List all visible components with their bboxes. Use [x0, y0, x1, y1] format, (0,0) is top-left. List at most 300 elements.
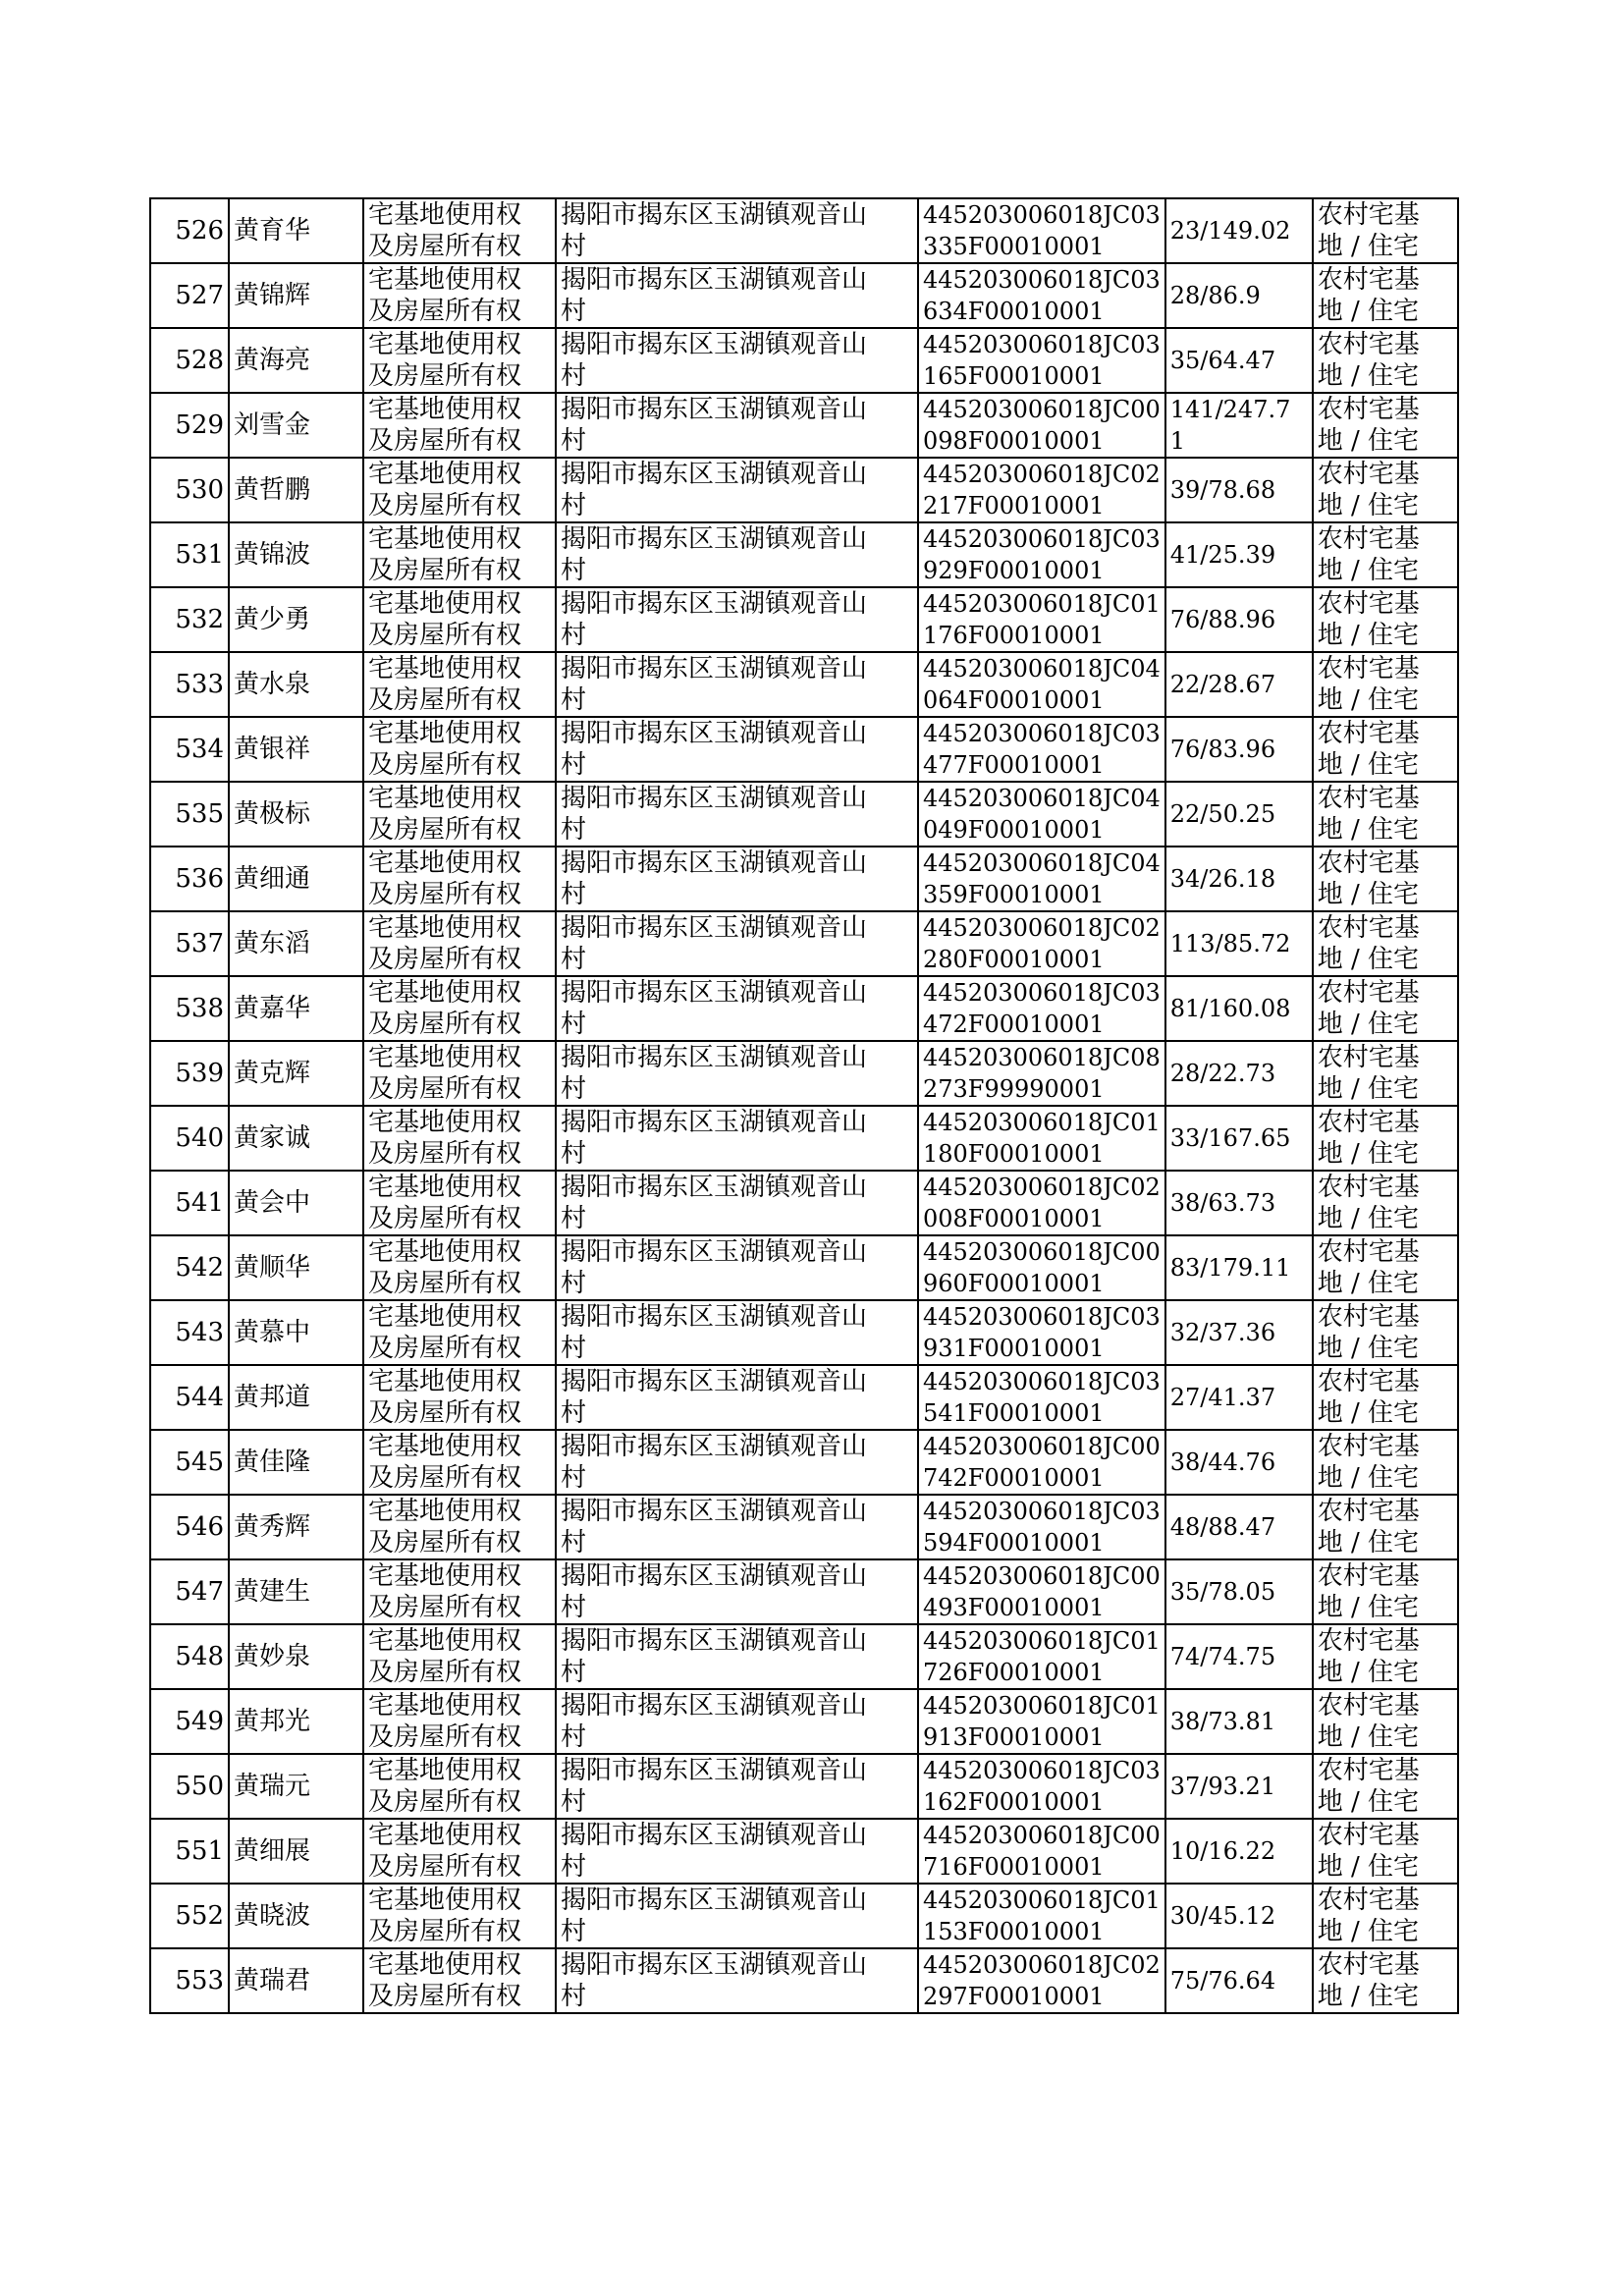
land-use-line2: 地 / 住宅 — [1317, 750, 1420, 780]
area-line1: 75/76.64 — [1169, 1967, 1276, 1994]
right-type — [363, 1300, 556, 1365]
unit-code-line1: 445203006018JC03 — [923, 525, 1161, 553]
unit-code-line1: 445203006018JC04 — [923, 785, 1161, 812]
land-use-line1: 农村宅基 — [1317, 1043, 1420, 1072]
unit-code — [918, 1884, 1165, 1948]
area-line1: 33/167.65 — [1169, 1124, 1291, 1152]
owner-name: 黄家诚 — [229, 1106, 363, 1171]
right-type — [363, 393, 556, 458]
location — [556, 458, 918, 522]
location-line2: 村 — [561, 1917, 587, 1946]
area-line1: 28/22.73 — [1169, 1060, 1276, 1087]
land-use-line2: 地 / 住宅 — [1317, 1787, 1420, 1817]
unit-code — [918, 911, 1165, 976]
unit-code — [918, 328, 1165, 393]
unit-code — [918, 1754, 1165, 1819]
table-row — [150, 1559, 1458, 1624]
land-use-line1: 农村宅基 — [1317, 1432, 1420, 1461]
row-number: 541 — [150, 1171, 229, 1235]
right-type-line2: 及房屋所有权 — [368, 1852, 522, 1882]
row-number: 528 — [150, 328, 229, 393]
row-number: 548 — [150, 1624, 229, 1689]
table-row — [150, 652, 1458, 717]
row-number: 539 — [150, 1041, 229, 1106]
location — [556, 1365, 918, 1430]
land-use — [1313, 263, 1458, 328]
right-type-line2: 及房屋所有权 — [368, 621, 522, 650]
owner-name: 黄海亮 — [229, 328, 363, 393]
location-line2: 村 — [561, 556, 587, 585]
right-type — [363, 1559, 556, 1624]
right-type-line1: 宅基地使用权 — [368, 200, 522, 230]
right-type-line2: 及房屋所有权 — [368, 945, 522, 974]
land-use-line2: 地 / 住宅 — [1317, 1398, 1420, 1428]
location-line2: 村 — [561, 1269, 587, 1298]
owner-name: 黄极标 — [229, 782, 363, 847]
right-type-line2: 及房屋所有权 — [368, 1917, 522, 1946]
table-row — [150, 1624, 1458, 1689]
location-line2: 村 — [561, 685, 587, 715]
owner-name: 黄细展 — [229, 1819, 363, 1884]
area — [1165, 976, 1313, 1041]
land-use-line1: 农村宅基 — [1317, 913, 1420, 943]
right-type-line1: 宅基地使用权 — [368, 784, 522, 813]
location-line2: 村 — [561, 491, 587, 520]
unit-code-line2: 153F00010001 — [923, 1918, 1105, 1945]
land-use-line2: 地 / 住宅 — [1317, 361, 1420, 391]
area — [1165, 458, 1313, 522]
land-use — [1313, 1106, 1458, 1171]
unit-code-line2: 273F99990001 — [923, 1075, 1105, 1103]
land-use — [1313, 1235, 1458, 1300]
land-use-line2: 地 / 住宅 — [1317, 1917, 1420, 1946]
location-line2: 村 — [561, 1852, 587, 1882]
location-line2: 村 — [561, 361, 587, 391]
area — [1165, 1819, 1313, 1884]
right-type — [363, 1948, 556, 2013]
unit-code-line1: 445203006018JC03 — [923, 1757, 1161, 1784]
location-line1: 揭阳市揭东区玉湖镇观音山 — [561, 913, 868, 943]
area-line1: 38/63.73 — [1169, 1189, 1276, 1217]
area — [1165, 1235, 1313, 1300]
land-use-line1: 农村宅基 — [1317, 1626, 1420, 1656]
table-row — [150, 1235, 1458, 1300]
unit-code — [918, 1819, 1165, 1884]
location — [556, 1754, 918, 1819]
unit-code-line1: 445203006018JC02 — [923, 914, 1161, 942]
location-line1: 揭阳市揭东区玉湖镇观音山 — [561, 1108, 868, 1137]
area-line1: 10/16.22 — [1169, 1837, 1276, 1865]
right-type — [363, 1754, 556, 1819]
row-number: 553 — [150, 1948, 229, 2013]
location — [556, 1430, 918, 1495]
land-use-line1: 农村宅基 — [1317, 1821, 1420, 1850]
row-number: 546 — [150, 1495, 229, 1559]
area — [1165, 652, 1313, 717]
area — [1165, 1171, 1313, 1235]
location — [556, 1106, 918, 1171]
area-line1: 83/179.11 — [1169, 1254, 1291, 1282]
location — [556, 1819, 918, 1884]
location — [556, 1495, 918, 1559]
unit-code — [918, 1171, 1165, 1235]
row-number: 549 — [150, 1689, 229, 1754]
right-type-line1: 宅基地使用权 — [368, 1885, 522, 1915]
area — [1165, 328, 1313, 393]
area-line1: 22/50.25 — [1169, 800, 1276, 828]
row-number: 533 — [150, 652, 229, 717]
unit-code-line1: 445203006018JC00 — [923, 1238, 1161, 1266]
location-line1: 揭阳市揭东区玉湖镇观音山 — [561, 1432, 868, 1461]
right-type-line1: 宅基地使用权 — [368, 1756, 522, 1785]
unit-code — [918, 1624, 1165, 1689]
unit-code-line2: 280F00010001 — [923, 946, 1105, 973]
location-line2: 村 — [561, 1398, 587, 1428]
unit-code — [918, 1106, 1165, 1171]
table-row — [150, 1689, 1458, 1754]
owner-name: 黄克辉 — [229, 1041, 363, 1106]
right-type — [363, 1365, 556, 1430]
location-line2: 村 — [561, 621, 587, 650]
location-line1: 揭阳市揭东区玉湖镇观音山 — [561, 1821, 868, 1850]
owner-name: 黄妙泉 — [229, 1624, 363, 1689]
land-use — [1313, 1559, 1458, 1624]
right-type-line1: 宅基地使用权 — [368, 913, 522, 943]
unit-code-line2: 297F00010001 — [923, 1983, 1105, 2010]
location-line2: 村 — [561, 880, 587, 909]
area-line1: 27/41.37 — [1169, 1384, 1276, 1411]
location — [556, 328, 918, 393]
right-type-line1: 宅基地使用权 — [368, 1950, 522, 1980]
unit-code-line2: 634F00010001 — [923, 298, 1105, 325]
location-line1: 揭阳市揭东区玉湖镇观音山 — [561, 1691, 868, 1721]
land-use-line2: 地 / 住宅 — [1317, 815, 1420, 845]
area-line1: 34/26.18 — [1169, 865, 1276, 893]
land-use-line1: 农村宅基 — [1317, 1367, 1420, 1396]
unit-code — [918, 393, 1165, 458]
owner-name: 黄顺华 — [229, 1235, 363, 1300]
land-use-line1: 农村宅基 — [1317, 460, 1420, 489]
area — [1165, 1559, 1313, 1624]
area-line1: 23/149.02 — [1169, 217, 1291, 245]
unit-code-line2: 049F00010001 — [923, 816, 1105, 844]
location-line2: 村 — [561, 1787, 587, 1817]
right-type-line1: 宅基地使用权 — [368, 1302, 522, 1332]
location-line1: 揭阳市揭东区玉湖镇观音山 — [561, 1756, 868, 1785]
table-row — [150, 1495, 1458, 1559]
unit-code-line2: 335F00010001 — [923, 233, 1105, 260]
location — [556, 393, 918, 458]
owner-name: 黄邦光 — [229, 1689, 363, 1754]
land-use-line2: 地 / 住宅 — [1317, 880, 1420, 909]
location — [556, 1171, 918, 1235]
location-line2: 村 — [561, 945, 587, 974]
right-type — [363, 652, 556, 717]
right-type — [363, 1624, 556, 1689]
location-line1: 揭阳市揭东区玉湖镇观音山 — [561, 589, 868, 619]
right-type-line1: 宅基地使用权 — [368, 1043, 522, 1072]
area — [1165, 911, 1313, 976]
owner-name: 刘雪金 — [229, 393, 363, 458]
row-number: 550 — [150, 1754, 229, 1819]
location-line1: 揭阳市揭东区玉湖镇观音山 — [561, 848, 868, 878]
right-type — [363, 782, 556, 847]
location-line2: 村 — [561, 1658, 587, 1687]
land-use-line2: 地 / 住宅 — [1317, 297, 1420, 326]
right-type-line1: 宅基地使用权 — [368, 589, 522, 619]
land-use — [1313, 393, 1458, 458]
unit-code-line2: 931F00010001 — [923, 1335, 1105, 1362]
table-row — [150, 717, 1458, 782]
unit-code-line1: 445203006018JC00 — [923, 1562, 1161, 1590]
location-line2: 村 — [561, 1334, 587, 1363]
right-type-line1: 宅基地使用权 — [368, 1237, 522, 1267]
right-type-line2: 及房屋所有权 — [368, 491, 522, 520]
unit-code-line2: 726F00010001 — [923, 1659, 1105, 1686]
table-row — [150, 263, 1458, 328]
location-line1: 揭阳市揭东区玉湖镇观音山 — [561, 1367, 868, 1396]
land-use — [1313, 1948, 1458, 2013]
owner-name: 黄会中 — [229, 1171, 363, 1235]
land-use — [1313, 1884, 1458, 1948]
right-type — [363, 587, 556, 652]
right-type-line1: 宅基地使用权 — [368, 654, 522, 683]
unit-code-line1: 445203006018JC03 — [923, 979, 1161, 1007]
table-row — [150, 198, 1458, 263]
unit-code-line2: 162F00010001 — [923, 1788, 1105, 1816]
unit-code-line1: 445203006018JC03 — [923, 1368, 1161, 1395]
unit-code — [918, 1365, 1165, 1430]
unit-code — [918, 652, 1165, 717]
right-type-line2: 及房屋所有权 — [368, 1982, 522, 2011]
right-type-line2: 及房屋所有权 — [368, 1398, 522, 1428]
right-type-line2: 及房屋所有权 — [368, 297, 522, 326]
area-line1: 32/37.36 — [1169, 1319, 1276, 1346]
table-row — [150, 458, 1458, 522]
land-use-line2: 地 / 住宅 — [1317, 685, 1420, 715]
right-type-line2: 及房屋所有权 — [368, 1658, 522, 1687]
area — [1165, 1948, 1313, 2013]
unit-code-line2: 472F00010001 — [923, 1011, 1105, 1038]
row-number: 542 — [150, 1235, 229, 1300]
area-line2: 1 — [1169, 427, 1186, 455]
unit-code-line2: 176F00010001 — [923, 622, 1105, 649]
right-type-line1: 宅基地使用权 — [368, 1561, 522, 1591]
right-type-line1: 宅基地使用权 — [368, 1821, 522, 1850]
right-type-line2: 及房屋所有权 — [368, 1010, 522, 1039]
land-use-line2: 地 / 住宅 — [1317, 426, 1420, 456]
owner-name: 黄哲鹏 — [229, 458, 363, 522]
table-row — [150, 1948, 1458, 2013]
area — [1165, 393, 1313, 458]
land-use-line2: 地 / 住宅 — [1317, 621, 1420, 650]
location-line2: 村 — [561, 1982, 587, 2011]
right-type-line1: 宅基地使用权 — [368, 1367, 522, 1396]
location-line1: 揭阳市揭东区玉湖镇观音山 — [561, 1885, 868, 1915]
row-number: 547 — [150, 1559, 229, 1624]
land-use-line2: 地 / 住宅 — [1317, 1593, 1420, 1622]
right-type-line2: 及房屋所有权 — [368, 1787, 522, 1817]
area-line1: 38/73.81 — [1169, 1708, 1276, 1735]
owner-name: 黄细通 — [229, 847, 363, 911]
right-type-line1: 宅基地使用权 — [368, 1691, 522, 1721]
area-line1: 141/247.7 — [1169, 396, 1291, 423]
row-number: 544 — [150, 1365, 229, 1430]
unit-code-line2: 493F00010001 — [923, 1594, 1105, 1621]
right-type-line2: 及房屋所有权 — [368, 1204, 522, 1233]
area-line1: 35/64.47 — [1169, 347, 1276, 374]
owner-name: 黄锦辉 — [229, 263, 363, 328]
table-row — [150, 1365, 1458, 1430]
location-line1: 揭阳市揭东区玉湖镇观音山 — [561, 1043, 868, 1072]
location-line1: 揭阳市揭东区玉湖镇观音山 — [561, 654, 868, 683]
right-type — [363, 847, 556, 911]
area-line1: 30/45.12 — [1169, 1902, 1276, 1930]
row-number: 529 — [150, 393, 229, 458]
row-number: 535 — [150, 782, 229, 847]
owner-name: 黄瑞元 — [229, 1754, 363, 1819]
right-type-line1: 宅基地使用权 — [368, 460, 522, 489]
table-row — [150, 976, 1458, 1041]
location — [556, 1235, 918, 1300]
land-use-line1: 农村宅基 — [1317, 1756, 1420, 1785]
location-line2: 村 — [561, 1204, 587, 1233]
area — [1165, 263, 1313, 328]
land-use-line1: 农村宅基 — [1317, 848, 1420, 878]
right-type-line1: 宅基地使用权 — [368, 1108, 522, 1137]
location — [556, 847, 918, 911]
area — [1165, 1495, 1313, 1559]
location-line1: 揭阳市揭东区玉湖镇观音山 — [561, 784, 868, 813]
location — [556, 782, 918, 847]
land-use — [1313, 1365, 1458, 1430]
location-line1: 揭阳市揭东区玉湖镇观音山 — [561, 265, 868, 295]
location-line2: 村 — [561, 1463, 587, 1493]
area-line1: 76/88.96 — [1169, 606, 1276, 633]
unit-code-line2: 064F00010001 — [923, 686, 1105, 714]
registry-table — [149, 197, 1459, 2014]
location-line2: 村 — [561, 815, 587, 845]
right-type — [363, 328, 556, 393]
unit-code-line1: 445203006018JC02 — [923, 461, 1161, 488]
land-use-line1: 农村宅基 — [1317, 395, 1420, 424]
row-number: 526 — [150, 198, 229, 263]
unit-code-line2: 008F00010001 — [923, 1205, 1105, 1232]
land-use-line1: 农村宅基 — [1317, 1885, 1420, 1915]
location — [556, 976, 918, 1041]
unit-code-line2: 929F00010001 — [923, 557, 1105, 584]
unit-code-line2: 098F00010001 — [923, 427, 1105, 455]
unit-code-line2: 477F00010001 — [923, 751, 1105, 779]
table-row — [150, 847, 1458, 911]
location — [556, 911, 918, 976]
location-line2: 村 — [561, 1074, 587, 1104]
unit-code-line2: 742F00010001 — [923, 1464, 1105, 1492]
right-type — [363, 1235, 556, 1300]
area-line1: 48/88.47 — [1169, 1513, 1276, 1541]
unit-code-line1: 445203006018JC00 — [923, 1822, 1161, 1849]
land-use-line1: 农村宅基 — [1317, 784, 1420, 813]
unit-code — [918, 782, 1165, 847]
row-number: 538 — [150, 976, 229, 1041]
table-row — [150, 393, 1458, 458]
area — [1165, 1300, 1313, 1365]
row-number: 543 — [150, 1300, 229, 1365]
unit-code — [918, 1559, 1165, 1624]
row-number: 551 — [150, 1819, 229, 1884]
unit-code-line1: 445203006018JC00 — [923, 396, 1161, 423]
right-type-line1: 宅基地使用权 — [368, 524, 522, 554]
area — [1165, 1041, 1313, 1106]
unit-code — [918, 1041, 1165, 1106]
area — [1165, 587, 1313, 652]
land-use-line2: 地 / 住宅 — [1317, 1722, 1420, 1752]
table-row — [150, 1819, 1458, 1884]
right-type-line2: 及房屋所有权 — [368, 750, 522, 780]
unit-code-line1: 445203006018JC03 — [923, 720, 1161, 747]
right-type-line1: 宅基地使用权 — [368, 978, 522, 1008]
right-type — [363, 976, 556, 1041]
right-type — [363, 1430, 556, 1495]
unit-code-line1: 445203006018JC02 — [923, 1951, 1161, 1979]
row-number: 536 — [150, 847, 229, 911]
unit-code — [918, 717, 1165, 782]
land-use-line1: 农村宅基 — [1317, 1950, 1420, 1980]
location-line2: 村 — [561, 1139, 587, 1169]
right-type-line2: 及房屋所有权 — [368, 815, 522, 845]
land-use-line1: 农村宅基 — [1317, 330, 1420, 359]
land-use-line2: 地 / 住宅 — [1317, 1204, 1420, 1233]
owner-name: 黄银祥 — [229, 717, 363, 782]
unit-code-line2: 165F00010001 — [923, 362, 1105, 390]
unit-code-line2: 541F00010001 — [923, 1399, 1105, 1427]
land-use-line1: 农村宅基 — [1317, 1108, 1420, 1137]
area-line1: 74/74.75 — [1169, 1643, 1276, 1670]
land-use — [1313, 198, 1458, 263]
row-number: 537 — [150, 911, 229, 976]
area — [1165, 782, 1313, 847]
owner-name: 黄水泉 — [229, 652, 363, 717]
row-number: 540 — [150, 1106, 229, 1171]
right-type-line2: 及房屋所有权 — [368, 1722, 522, 1752]
unit-code-line1: 445203006018JC03 — [923, 266, 1161, 294]
location — [556, 1948, 918, 2013]
owner-name: 黄邦道 — [229, 1365, 363, 1430]
location-line2: 村 — [561, 426, 587, 456]
area — [1165, 1365, 1313, 1430]
land-use — [1313, 1171, 1458, 1235]
land-use — [1313, 1689, 1458, 1754]
right-type-line1: 宅基地使用权 — [368, 1432, 522, 1461]
land-use — [1313, 1754, 1458, 1819]
unit-code-line1: 445203006018JC04 — [923, 655, 1161, 683]
owner-name: 黄嘉华 — [229, 976, 363, 1041]
land-use — [1313, 522, 1458, 587]
right-type-line2: 及房屋所有权 — [368, 685, 522, 715]
right-type-line2: 及房屋所有权 — [368, 361, 522, 391]
unit-code — [918, 1235, 1165, 1300]
right-type-line2: 及房屋所有权 — [368, 1334, 522, 1363]
land-use-line1: 农村宅基 — [1317, 1173, 1420, 1202]
table-row — [150, 328, 1458, 393]
unit-code-line1: 445203006018JC01 — [923, 590, 1161, 618]
owner-name: 黄东滔 — [229, 911, 363, 976]
unit-code — [918, 458, 1165, 522]
location-line2: 村 — [561, 1010, 587, 1039]
right-type — [363, 1495, 556, 1559]
land-use-line1: 农村宅基 — [1317, 1302, 1420, 1332]
area-line1: 39/78.68 — [1169, 476, 1276, 504]
